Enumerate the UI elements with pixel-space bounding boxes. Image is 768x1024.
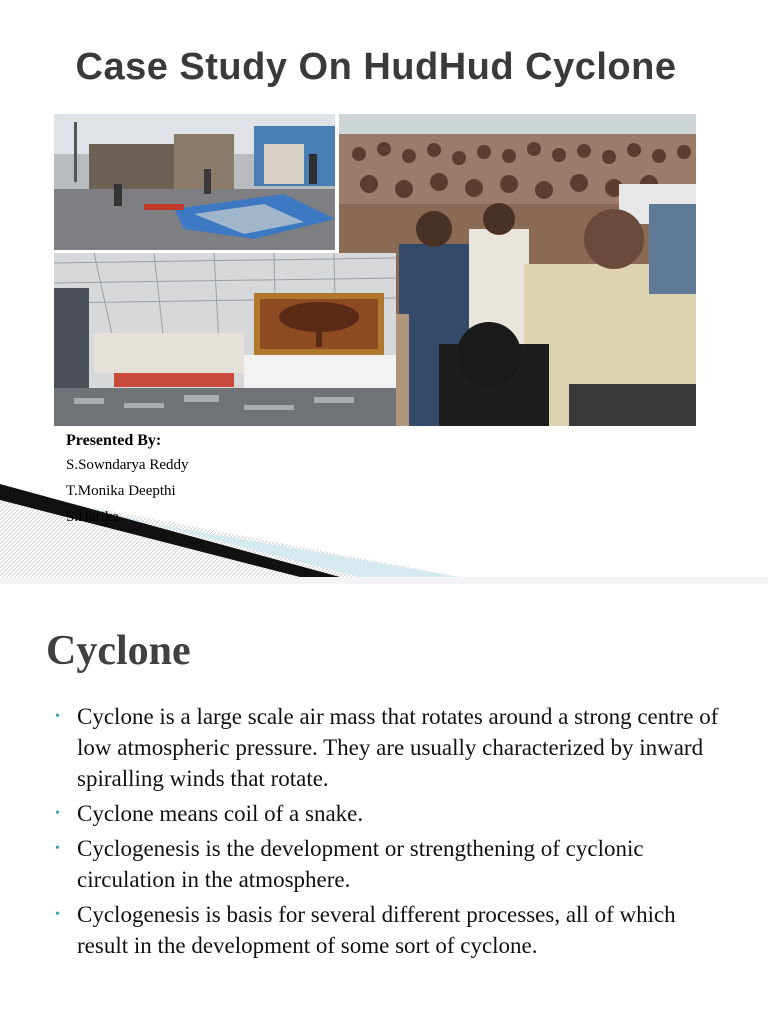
list-item — [52, 899, 732, 961]
presenters-heading: Presented By: — [66, 432, 162, 449]
presenter-name: S.Harika — [66, 509, 119, 525]
bullet-text: Cyclone is a large scale air mass that rotates around a strong centre of low atmospheric pressure. They are usually characterized by inward spiralling winds that rotate. — [77, 704, 719, 791]
list-item — [52, 798, 732, 829]
bullet-text: Cyclogenesis is basis for several different processes, all of which result in the development of some sort of cyclone. — [77, 902, 676, 958]
list-item — [52, 833, 732, 895]
slide-title: Case Study On HudHud Cyclone — [75, 46, 677, 88]
cyclone-damaged-street-photo — [54, 114, 335, 250]
bullet-text: Cyclogenesis is the development or strengthening of cyclonic circulation in the atmosphere. — [77, 836, 644, 892]
bullet-icon: • — [55, 841, 60, 856]
presenter-name: S.Sowndarya Reddy — [66, 457, 189, 473]
slide-divider — [0, 577, 768, 584]
presenter-name: T.Monika Deepthi — [66, 483, 176, 499]
bullet-icon: • — [55, 709, 60, 724]
slide-heading: Cyclone — [46, 628, 191, 674]
bullet-list — [52, 701, 732, 965]
list-item — [52, 701, 732, 794]
bullet-icon: • — [55, 806, 60, 821]
bullet-text: Cyclone means coil of a snake. — [77, 801, 364, 826]
bullet-icon: • — [55, 907, 60, 922]
damaged-airport-terminal-photo — [54, 253, 396, 426]
presenters-block — [66, 432, 189, 534]
